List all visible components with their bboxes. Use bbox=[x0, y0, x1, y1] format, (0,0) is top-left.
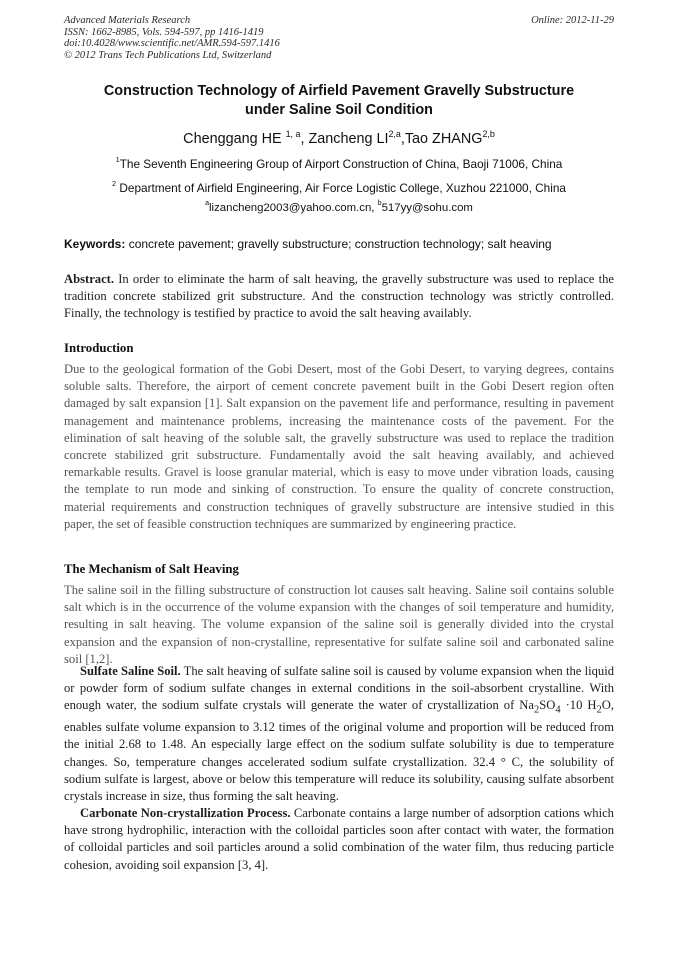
sulfate-text: O, enables sulfate volume expansion to 3.12 times of the original volume and proportion will be reduced from the initial 2.68 to 1.48. An especially large effect on the sodium sulfate solubility is due to temperature changes. So, temperature changes accelerated sodium sulfate crystallization. 32.4 ° C, the solubility of sodium sulfate is largest, above or below this temperature will reduce its solubility, causing sulfate absorbent crystals increase in size, thus forming the salt heaving. bbox=[64, 698, 614, 803]
section-heading-introduction: Introduction bbox=[64, 341, 134, 355]
copyright-line: © 2012 Trans Tech Publications Ltd, Switzerland bbox=[64, 49, 272, 61]
journal-name: Advanced Materials Research bbox=[64, 15, 191, 26]
introduction-paragraph: Due to the geological formation of the Gobi Desert, most of the Gobi Desert, to varying degrees, contains soluble salts. Therefore, the airport of cement concrete pavement built in the Gobi Desert region often damaged by salt expansion [1]. Salt expansion on the pavement life and performance, resulting in pavement management and maintenance problems, increasing the maintenance costs of the pavement. For the elimination of salt heaving of the soluble salt, the gravelly substructure was used to replace the tradition concrete stabilized grit substructure. Fundamentally avoid the salt heaving availably, and achieved remarkable results. Gravel is loose granular material, which is easy to move under vibration loads, causing the template to run mode and sinking of construction. To ensure the quality of concrete construction, material requirements and construction techniques of gravelly substructure are intensive studied in this paper, the set of feasible construction techniques are summarized by engineering practice. bbox=[64, 362, 614, 531]
affiliation-text: The Seventh Engineering Group of Airport Construction of China, Baoji 71006, China bbox=[119, 157, 563, 171]
author-affiliation-mark: 2,b bbox=[482, 128, 495, 139]
title-line-2: under Saline Soil Condition bbox=[245, 102, 433, 118]
author-name: Chenggang HE bbox=[183, 131, 282, 147]
subscript: 2 bbox=[596, 704, 602, 716]
doi-line: doi:10.4028/www.scientific.net/AMR.594-597.1416 bbox=[64, 38, 280, 50]
subscript: 2 bbox=[533, 704, 540, 716]
author-affiliation-mark: 2,a bbox=[388, 128, 401, 139]
email-line bbox=[64, 202, 614, 214]
running-header bbox=[64, 15, 614, 61]
affiliation-mark: 2 bbox=[112, 179, 117, 189]
formula-part: SO bbox=[539, 698, 556, 713]
section-heading-mechanism: The Mechanism of Salt Heaving bbox=[64, 562, 239, 576]
formula-part: ·10 H bbox=[560, 698, 597, 713]
affiliation-text: Department of Airfield Engineering, Air Force Logistic College, Xuzhou 221000, China bbox=[119, 181, 566, 195]
affiliation-mark: 1 bbox=[115, 155, 120, 165]
online-date: Online: 2012-11-29 bbox=[531, 15, 614, 26]
author-list: Chenggang HE $^{1, a}$, Zancheng LI$^{2,a}$,Tao ZHANG$^{2,b}$ bbox=[183, 128, 495, 147]
sulfate-text: The salt heaving of sulfate saline soil is caused by volume expansion when the liquid or powder form of sodium sulfate changes in external conditions in the soil-absorbent crystalline. With enough water, the sodium sulfate crystals will generate the water of crystallization of Na bbox=[64, 664, 614, 713]
author-name: Zancheng LI bbox=[308, 131, 389, 147]
keywords-label: Keywords: bbox=[64, 237, 126, 251]
affiliation-1 bbox=[64, 157, 614, 171]
email-link[interactable]: 517yy@sohu.com bbox=[381, 202, 473, 214]
sulfate-label: Sulfate Saline Soil. bbox=[80, 664, 181, 678]
carbonate-label: Carbonate Non-crystallization Process. bbox=[80, 806, 291, 820]
abstract-label: Abstract. bbox=[64, 272, 115, 286]
mechanism-paragraph: The saline soil in the filling substructure of construction lot causes salt heaving. Saline soil contains soluble salt which is in the occurrence of the volume expansion with the changes of soil temperature and humidity, resulting in salt heaving. The volume expansion of the saline soil is generally divided into the crystal expansion and the expansion of non-crystalline, representative for sulfate saline soil and carbonated saline soil [1,2]. bbox=[64, 583, 614, 666]
title-line-1: Construction Technology of Airfield Pavement Gravelly Substructure bbox=[103, 83, 575, 99]
email-mark: a bbox=[205, 200, 210, 208]
keywords-line bbox=[64, 237, 614, 251]
abstract-paragraph bbox=[64, 271, 614, 323]
carbonate-paragraph bbox=[64, 805, 614, 874]
affiliation-2 bbox=[64, 181, 614, 195]
author-affiliation-mark: 1, a bbox=[285, 128, 301, 139]
sulfate-paragraph bbox=[64, 663, 614, 805]
keywords-text: concrete pavement; gravelly substructure; construction technology; salt heaving bbox=[128, 237, 552, 251]
email-link[interactable]: lizancheng2003@yahoo.com.cn, bbox=[209, 202, 375, 214]
abstract-text: In order to eliminate the harm of salt heaving, the gravelly substructure was used to replace the tradition concrete stabilized grit substructure. And the construction technology was strictly controlled. Finally, the technology is testified by practice to avoid the salt heaving availably. bbox=[64, 272, 614, 321]
email-mark: b bbox=[377, 200, 382, 208]
subscript: 4 bbox=[555, 704, 561, 716]
author-name: Tao ZHANG bbox=[404, 131, 483, 147]
paper-title bbox=[64, 82, 614, 120]
issn-line: ISSN: 1662-8985, Vols. 594-597, pp 1416-1419 bbox=[64, 26, 264, 38]
carbonate-text: Carbonate contains a large number of adsorption cations which have strong hydrophilic, interaction with the colloidal particles soon after contact with water, the formation of colloidal particles and soil particles around a solid combination of the water film, thus reducing particle cohesion, avoiding soil expansion [3, 4]. bbox=[64, 806, 614, 872]
